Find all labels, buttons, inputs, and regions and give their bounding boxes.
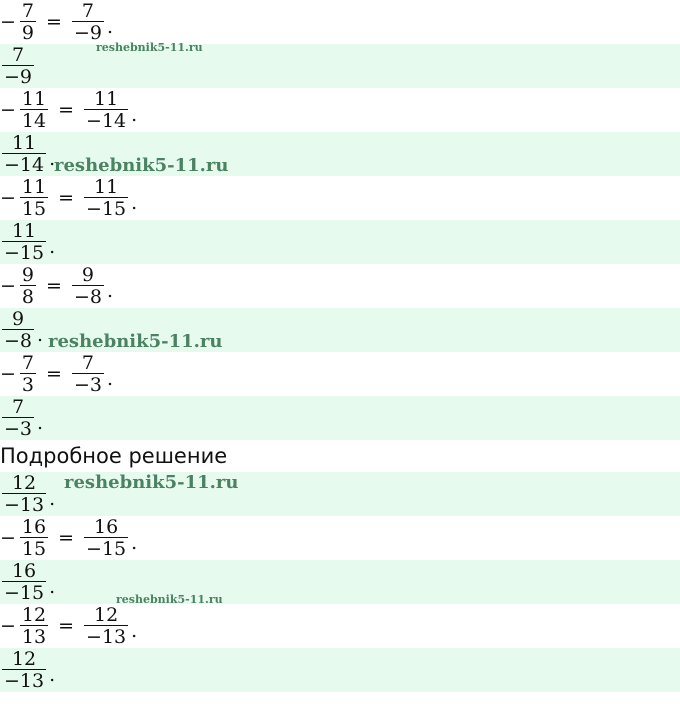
fraction — [2, 43, 34, 88]
watermark: reshebnik5-11.ru — [64, 472, 239, 493]
period: . — [49, 148, 56, 170]
denominator: −14 — [86, 109, 127, 132]
period: . — [37, 324, 44, 346]
numerator: 12 — [93, 603, 119, 626]
period: . — [131, 532, 138, 554]
equals-sign: = — [58, 187, 75, 209]
denominator: 15 — [21, 197, 47, 220]
numerator: 12 — [11, 471, 37, 494]
period: . — [131, 104, 138, 126]
watermark: reshebnik5-11.ru — [54, 155, 229, 176]
equation-row — [0, 516, 137, 560]
fraction — [20, 351, 36, 396]
numerator: 9 — [11, 307, 25, 330]
numerator: 7 — [21, 0, 35, 22]
fraction — [2, 559, 46, 604]
equals-sign: = — [58, 615, 75, 637]
denominator: 9 — [21, 21, 35, 44]
fraction — [72, 351, 104, 396]
numerator: 11 — [11, 219, 37, 242]
fraction — [84, 603, 128, 648]
fraction — [2, 471, 46, 516]
equals-sign: = — [58, 527, 75, 549]
numerator: 16 — [93, 515, 119, 538]
fraction-row — [0, 648, 55, 692]
denominator: −15 — [4, 581, 45, 604]
numerator: 11 — [11, 131, 37, 154]
section-title: Подробное решение — [0, 444, 228, 468]
period: . — [106, 280, 113, 302]
numerator: 11 — [21, 175, 47, 198]
numerator: 7 — [81, 351, 94, 374]
numerator: 16 — [11, 559, 37, 582]
equation-row — [0, 264, 113, 308]
period: . — [106, 368, 113, 390]
denominator: 14 — [21, 109, 47, 132]
numerator: 7 — [11, 43, 25, 66]
row-band — [0, 648, 680, 692]
fraction-row — [0, 396, 43, 440]
fraction — [20, 263, 36, 308]
numerator: 7 — [21, 351, 35, 374]
period: . — [37, 412, 44, 434]
fraction — [72, 2, 104, 43]
minus-sign: − — [0, 187, 16, 209]
period: . — [106, 16, 113, 38]
period: . — [49, 664, 56, 686]
denominator: 13 — [21, 625, 47, 648]
numerator: 7 — [11, 395, 25, 418]
period: . — [131, 620, 138, 642]
equals-sign: = — [46, 275, 62, 297]
minus-sign: − — [0, 615, 16, 637]
fraction — [2, 219, 46, 264]
minus-sign: − — [0, 527, 16, 549]
fraction-row — [0, 220, 55, 264]
fraction — [72, 263, 104, 308]
denominator: −14 — [4, 153, 45, 176]
numerator: 9 — [81, 263, 94, 286]
numerator: 12 — [11, 647, 37, 670]
row-band — [0, 220, 680, 264]
fraction — [20, 175, 48, 220]
equals-sign: = — [46, 11, 62, 33]
watermark: reshebnik5-11.ru — [116, 593, 223, 606]
denominator: −13 — [4, 493, 45, 516]
equals-sign: = — [46, 363, 62, 385]
denominator: 15 — [21, 537, 47, 560]
period: . — [131, 192, 138, 214]
equation-row — [0, 0, 113, 44]
denominator: 8 — [21, 285, 35, 308]
minus-sign: − — [0, 275, 16, 297]
minus-sign: − — [0, 99, 16, 121]
numerator: 7 — [81, 0, 94, 22]
row-band — [0, 560, 680, 604]
denominator: −13 — [4, 669, 45, 692]
numerator: 11 — [21, 87, 47, 110]
fraction — [20, 87, 48, 132]
fraction — [84, 175, 128, 220]
denominator: −3 — [73, 373, 102, 396]
denominator: −15 — [86, 537, 127, 560]
numerator: 12 — [21, 603, 47, 626]
denominator: −13 — [86, 625, 127, 648]
period: . — [49, 576, 56, 598]
denominator: −9 — [4, 65, 33, 88]
equation-row — [0, 352, 113, 396]
fraction — [2, 395, 34, 440]
row-band — [0, 396, 680, 440]
fraction-row — [0, 560, 55, 604]
denominator: −8 — [73, 285, 102, 308]
equation-row — [0, 88, 137, 132]
denominator: −15 — [86, 197, 127, 220]
fraction — [2, 647, 46, 692]
numerator: 11 — [93, 87, 119, 110]
fraction-row — [0, 44, 36, 88]
watermark: reshebnik5-11.ru — [48, 331, 223, 352]
equals-sign: = — [58, 99, 75, 121]
denominator: −15 — [4, 241, 45, 264]
fraction — [20, 2, 36, 43]
denominator: −9 — [73, 21, 102, 44]
fraction — [84, 87, 128, 132]
fraction — [2, 131, 46, 176]
watermark: reshebnik5-11.ru — [96, 41, 203, 54]
denominator: −3 — [4, 417, 33, 440]
fraction — [20, 515, 48, 560]
fraction — [2, 307, 34, 352]
minus-sign: − — [0, 11, 16, 33]
period: . — [49, 488, 56, 510]
fraction-row — [0, 308, 43, 352]
minus-sign: − — [0, 363, 16, 385]
fraction-row — [0, 472, 55, 516]
period: . — [49, 236, 56, 258]
fraction — [84, 515, 128, 560]
denominator: −8 — [4, 329, 33, 352]
equation-row — [0, 176, 137, 220]
fraction-row — [0, 132, 55, 176]
numerator: 9 — [21, 263, 35, 286]
numerator: 16 — [21, 515, 47, 538]
denominator: 3 — [21, 373, 35, 396]
fraction — [20, 603, 48, 648]
numerator: 11 — [93, 175, 119, 198]
equation-row — [0, 604, 137, 648]
